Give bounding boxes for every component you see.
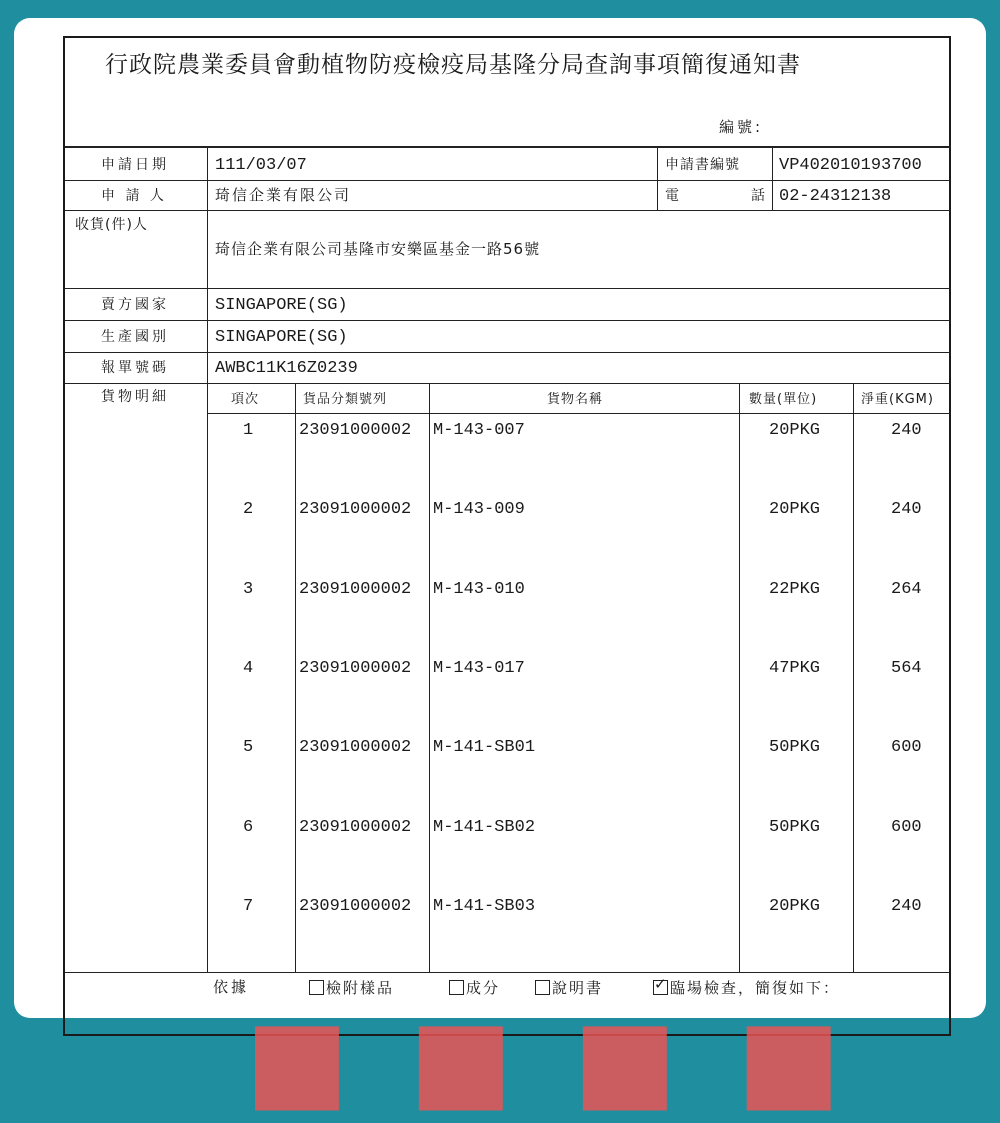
declaration-number-label: 報單號碼: [101, 360, 169, 376]
applicant-value: 琦信企業有限公司: [215, 186, 352, 204]
goods-details-label: 貨物明細: [101, 389, 169, 405]
basis-option-onsite-label: 臨場檢查，簡復如下：: [670, 979, 841, 997]
notice-form: [63, 36, 951, 1123]
phone-value: 02-24312138: [779, 187, 892, 206]
goods-name-cell: M-143-007: [433, 421, 525, 440]
column-header-goods-name: 貨物名稱: [547, 392, 604, 407]
tariff-code-cell: 23091000002: [299, 738, 412, 757]
goods-name-cell: M-143-009: [433, 500, 525, 519]
checkbox-manual[interactable]: [535, 980, 550, 995]
document-title: 行政院農業委員會動植物防疫檢疫局基隆分局查詢事項簡復通知書: [105, 52, 801, 78]
goods-name-cell: M-141-SB01: [433, 738, 536, 757]
item-number-cell: 4: [243, 659, 254, 678]
net-weight-cell: 264: [891, 580, 922, 599]
column-header-quantity: 數量(單位): [749, 392, 818, 407]
quantity-cell: 20PKG: [769, 421, 821, 440]
serial-number-label: 編號:: [719, 118, 764, 136]
application-number-label: 申請書編號: [665, 157, 740, 173]
quantity-cell: 20PKG: [769, 897, 821, 916]
application-date-value: 111/03/07: [215, 156, 307, 175]
item-number-cell: 5: [243, 738, 254, 757]
watermark-stamp: ■■■■: [245, 995, 901, 1123]
tariff-code-cell: 23091000002: [299, 500, 412, 519]
basis-option-manual-label: 說明書: [552, 979, 604, 997]
net-weight-cell: 564: [891, 659, 922, 678]
item-number-cell: 3: [243, 580, 254, 599]
goods-name-cell: M-141-SB02: [433, 818, 536, 837]
goods-name-cell: M-143-010: [433, 580, 525, 599]
item-number-cell: 6: [243, 818, 254, 837]
quantity-cell: 50PKG: [769, 818, 821, 837]
quantity-cell: 22PKG: [769, 580, 821, 599]
application-number-value: VP402010193700: [779, 156, 922, 175]
basis-option-sample-label: 檢附樣品: [326, 979, 395, 997]
net-weight-cell: 240: [891, 421, 922, 440]
tariff-code-cell: 23091000002: [299, 580, 412, 599]
document-paper: [14, 18, 986, 1123]
net-weight-cell: 240: [891, 897, 922, 916]
consignee-label: 收貨(件)人: [75, 217, 148, 233]
net-weight-cell: 600: [891, 738, 922, 757]
declaration-number-value: AWBC11K16Z0239: [215, 359, 358, 378]
tariff-code-cell: 23091000002: [299, 659, 412, 678]
basis-option-ingredients[interactable]: [449, 980, 500, 996]
seller-country-label: 賣方國家: [101, 297, 169, 313]
quantity-cell: 47PKG: [769, 659, 821, 678]
basis-option-ingredients-label: 成分: [466, 979, 501, 997]
quantity-cell: 20PKG: [769, 500, 821, 519]
basis-option-sample[interactable]: [309, 980, 394, 996]
consignee-value: 琦信企業有限公司基隆市安樂區基金一路56號: [215, 240, 541, 258]
tariff-code-cell: 23091000002: [299, 818, 412, 837]
goods-name-cell: M-143-017: [433, 659, 525, 678]
column-header-item: 項次: [231, 392, 260, 407]
item-number-cell: 2: [243, 500, 254, 519]
origin-country-value: SINGAPORE(SG): [215, 328, 348, 347]
basis-option-onsite[interactable]: [653, 980, 840, 996]
checkbox-onsite-inspection[interactable]: [653, 980, 668, 995]
column-header-net-weight: 淨重(KGM): [861, 392, 934, 407]
item-number-cell: 1: [243, 421, 254, 440]
net-weight-cell: 240: [891, 500, 922, 519]
goods-name-cell: M-141-SB03: [433, 897, 536, 916]
item-number-cell: 7: [243, 897, 254, 916]
tariff-code-cell: 23091000002: [299, 421, 412, 440]
column-header-tariff-code: 貨品分類號列: [303, 392, 388, 407]
checkbox-ingredients[interactable]: [449, 980, 464, 995]
basis-option-manual[interactable]: [535, 980, 603, 996]
seller-country-value: SINGAPORE(SG): [215, 296, 348, 315]
applicant-label: 申 請 人: [101, 188, 167, 204]
net-weight-cell: 600: [891, 818, 922, 837]
phone-label-right: 話: [751, 188, 768, 204]
origin-country-label: 生產國別: [101, 329, 169, 345]
basis-label: 依據: [213, 978, 250, 996]
tariff-code-cell: 23091000002: [299, 897, 412, 916]
phone-label-left: 電: [665, 188, 682, 204]
application-date-label: 申請日期: [101, 157, 169, 173]
quantity-cell: 50PKG: [769, 738, 821, 757]
checkbox-sample[interactable]: [309, 980, 324, 995]
